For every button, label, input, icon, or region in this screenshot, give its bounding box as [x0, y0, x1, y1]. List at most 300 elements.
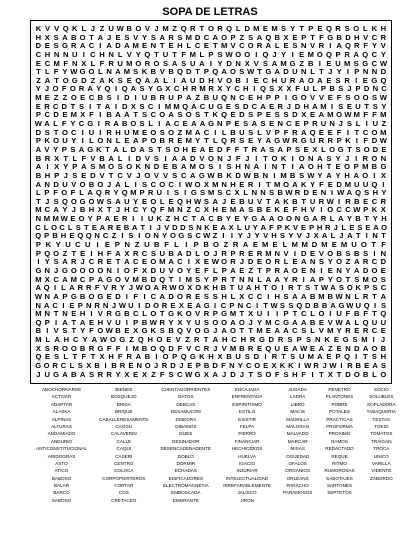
grid-letter[interactable]: U: [354, 179, 360, 189]
grid-letter[interactable]: Y: [195, 136, 201, 146]
grid-letter[interactable]: E: [230, 196, 236, 206]
grid-letter[interactable]: S: [53, 196, 59, 206]
grid-letter[interactable]: O: [247, 41, 254, 51]
grid-letter[interactable]: C: [150, 110, 157, 120]
grid-letter[interactable]: G: [35, 360, 42, 370]
grid-letter[interactable]: A: [326, 170, 332, 180]
grid-letter[interactable]: V: [310, 205, 316, 215]
grid-letter[interactable]: P: [336, 136, 342, 146]
grid-letter[interactable]: Z: [99, 24, 105, 33]
grid-letter[interactable]: T: [310, 32, 315, 42]
grid-letter[interactable]: B: [115, 326, 121, 336]
grid-letter[interactable]: Y: [70, 119, 76, 129]
grid-letter[interactable]: L: [321, 144, 326, 154]
grid-letter[interactable]: M: [353, 110, 360, 120]
grid-letter[interactable]: O: [79, 179, 86, 189]
grid-letter[interactable]: A: [44, 119, 50, 129]
grid-letter[interactable]: S: [335, 75, 341, 85]
grid-letter[interactable]: Q: [35, 317, 42, 327]
grid-letter[interactable]: T: [319, 67, 324, 77]
grid-letter[interactable]: A: [108, 153, 114, 163]
grid-letter[interactable]: I: [264, 162, 267, 172]
grid-letter[interactable]: M: [123, 67, 131, 77]
grid-letter[interactable]: G: [337, 144, 344, 154]
grid-letter[interactable]: U: [380, 317, 387, 327]
grid-letter[interactable]: O: [316, 49, 323, 59]
grid-letter[interactable]: G: [141, 326, 148, 336]
grid-letter[interactable]: X: [124, 248, 130, 258]
grid-letter[interactable]: T: [154, 49, 159, 59]
grid-letter[interactable]: E: [208, 144, 214, 154]
grid-letter[interactable]: E: [239, 179, 245, 189]
grid-letter[interactable]: U: [336, 309, 342, 319]
grid-letter[interactable]: E: [265, 110, 271, 120]
grid-letter[interactable]: T: [53, 127, 59, 137]
grid-letter[interactable]: E: [349, 222, 355, 232]
grid-letter[interactable]: K: [141, 67, 148, 77]
grid-letter[interactable]: W: [307, 170, 315, 180]
grid-letter[interactable]: L: [354, 291, 360, 301]
grid-letter[interactable]: R: [256, 41, 263, 51]
grid-letter[interactable]: A: [130, 84, 137, 94]
grid-letter[interactable]: E: [142, 196, 148, 206]
grid-letter[interactable]: N: [229, 360, 235, 370]
grid-letter[interactable]: T: [133, 110, 139, 120]
grid-letter[interactable]: P: [286, 144, 292, 154]
grid-letter[interactable]: M: [253, 24, 260, 33]
grid-letter[interactable]: Y: [133, 196, 139, 206]
grid-letter[interactable]: M: [35, 274, 42, 284]
grid-letter[interactable]: I: [209, 58, 212, 68]
grid-letter[interactable]: I: [55, 317, 58, 327]
grid-letter[interactable]: X: [142, 369, 148, 379]
grid-letter[interactable]: C: [150, 179, 157, 189]
grid-letter[interactable]: Q: [260, 84, 266, 94]
grid-letter[interactable]: P: [208, 49, 214, 59]
grid-letter[interactable]: T: [70, 101, 76, 111]
grid-letter[interactable]: R: [97, 257, 104, 267]
grid-letter[interactable]: X: [234, 188, 240, 198]
grid-letter[interactable]: Q: [380, 309, 387, 319]
grid-letter[interactable]: S: [142, 110, 148, 120]
grid-letter[interactable]: B: [94, 360, 100, 370]
grid-letter[interactable]: G: [53, 369, 60, 379]
grid-letter[interactable]: W: [100, 335, 108, 345]
grid-letter[interactable]: O: [176, 265, 183, 275]
grid-letter[interactable]: J: [239, 369, 244, 379]
grid-letter[interactable]: V: [175, 335, 181, 345]
grid-letter[interactable]: N: [35, 300, 41, 310]
grid-letter[interactable]: U: [371, 317, 378, 327]
grid-letter[interactable]: D: [247, 257, 254, 267]
grid-letter[interactable]: V: [230, 41, 236, 51]
grid-letter[interactable]: Y: [148, 84, 154, 94]
grid-letter[interactable]: M: [340, 240, 348, 250]
grid-letter[interactable]: Z: [62, 93, 68, 103]
grid-letter[interactable]: I: [374, 300, 377, 310]
grid-letter[interactable]: A: [317, 153, 323, 163]
grid-letter[interactable]: I: [184, 188, 187, 198]
grid-letter[interactable]: J: [222, 369, 227, 379]
grid-letter[interactable]: I: [158, 101, 161, 111]
grid-letter[interactable]: S: [299, 170, 305, 180]
grid-letter[interactable]: I: [134, 93, 137, 103]
grid-letter[interactable]: A: [91, 335, 98, 345]
grid-letter[interactable]: J: [179, 360, 184, 370]
grid-letter[interactable]: U: [44, 369, 50, 379]
grid-letter[interactable]: Q: [61, 196, 68, 206]
grid-letter[interactable]: A: [168, 257, 174, 267]
grid-letter[interactable]: H: [208, 352, 214, 362]
grid-letter[interactable]: E: [225, 101, 231, 111]
grid-letter[interactable]: V: [199, 153, 205, 163]
grid-letter[interactable]: Q: [325, 49, 332, 59]
grid-letter[interactable]: D: [345, 32, 351, 42]
grid-letter[interactable]: O: [221, 317, 228, 327]
grid-letter[interactable]: E: [269, 119, 275, 129]
grid-letter[interactable]: M: [262, 240, 269, 250]
grid-letter[interactable]: A: [283, 265, 289, 275]
grid-letter[interactable]: J: [213, 248, 218, 258]
grid-letter[interactable]: I: [365, 231, 368, 241]
grid-letter[interactable]: V: [159, 67, 165, 77]
grid-letter[interactable]: M: [126, 58, 133, 68]
grid-letter[interactable]: H: [79, 309, 86, 319]
grid-letter[interactable]: A: [62, 257, 68, 267]
grid-letter[interactable]: T: [281, 352, 286, 362]
grid-letter[interactable]: O: [53, 136, 60, 146]
grid-letter[interactable]: G: [203, 326, 210, 336]
grid-letter[interactable]: O: [371, 343, 378, 353]
grid-letter[interactable]: S: [344, 24, 350, 33]
grid-letter[interactable]: D: [283, 67, 289, 77]
grid-letter[interactable]: Q: [355, 188, 361, 198]
grid-letter[interactable]: A: [115, 196, 121, 206]
grid-letter[interactable]: S: [279, 231, 285, 241]
grid-letter[interactable]: A: [44, 75, 51, 85]
grid-letter[interactable]: E: [44, 41, 50, 51]
grid-letter[interactable]: Q: [77, 231, 84, 241]
grid-letter[interactable]: R: [106, 309, 112, 319]
grid-letter[interactable]: Y: [327, 274, 333, 284]
grid-letter[interactable]: U: [194, 317, 201, 327]
grid-letter[interactable]: J: [226, 153, 232, 163]
grid-letter[interactable]: R: [318, 196, 325, 206]
grid-letter[interactable]: W: [60, 214, 68, 224]
grid-letter[interactable]: F: [177, 343, 183, 353]
grid-letter[interactable]: D: [53, 179, 59, 189]
grid-letter[interactable]: D: [380, 67, 387, 77]
grid-letter[interactable]: I: [258, 179, 261, 189]
grid-letter[interactable]: S: [372, 101, 378, 111]
grid-letter[interactable]: L: [221, 127, 227, 137]
grid-letter[interactable]: W: [70, 67, 78, 77]
grid-letter[interactable]: O: [97, 179, 104, 189]
grid-letter[interactable]: F: [53, 188, 58, 198]
grid-letter[interactable]: B: [88, 179, 95, 189]
grid-letter[interactable]: A: [79, 369, 86, 379]
grid-letter[interactable]: I: [281, 283, 284, 293]
grid-letter[interactable]: T: [230, 274, 236, 284]
grid-letter[interactable]: V: [265, 127, 271, 137]
grid-letter[interactable]: L: [257, 274, 262, 284]
grid-letter[interactable]: H: [271, 231, 277, 241]
grid-letter[interactable]: X: [239, 291, 245, 301]
grid-letter[interactable]: V: [217, 75, 223, 85]
grid-letter[interactable]: A: [274, 196, 280, 206]
grid-letter[interactable]: K: [150, 326, 157, 336]
grid-letter[interactable]: L: [61, 283, 66, 293]
grid-letter[interactable]: I: [340, 360, 343, 370]
grid-letter[interactable]: E: [221, 205, 227, 215]
grid-letter[interactable]: S: [281, 24, 287, 33]
grid-letter[interactable]: U: [124, 196, 130, 206]
grid-letter[interactable]: I: [214, 300, 217, 310]
grid-letter[interactable]: S: [212, 291, 218, 301]
grid-letter[interactable]: H: [212, 205, 219, 215]
grid-letter[interactable]: I: [214, 127, 217, 137]
grid-letter[interactable]: F: [53, 67, 59, 77]
grid-letter[interactable]: A: [115, 179, 121, 189]
grid-letter[interactable]: M: [380, 110, 387, 120]
grid-letter[interactable]: E: [115, 32, 121, 42]
grid-letter[interactable]: H: [35, 32, 42, 42]
grid-letter[interactable]: G: [221, 309, 228, 319]
grid-letter[interactable]: N: [336, 265, 342, 275]
grid-letter[interactable]: Q: [62, 24, 69, 33]
grid-letter[interactable]: L: [236, 222, 242, 232]
grid-letter[interactable]: G: [216, 101, 223, 111]
grid-letter[interactable]: V: [186, 343, 192, 353]
grid-letter[interactable]: O: [97, 136, 104, 146]
grid-letter[interactable]: Q: [150, 205, 157, 215]
grid-letter[interactable]: V: [163, 170, 169, 180]
grid-letter[interactable]: S: [88, 369, 95, 379]
grid-letter[interactable]: L: [199, 49, 205, 59]
grid-letter[interactable]: J: [248, 317, 253, 327]
grid-letter[interactable]: S: [262, 58, 268, 68]
grid-letter[interactable]: E: [195, 265, 201, 275]
grid-letter[interactable]: N: [277, 119, 283, 129]
grid-letter[interactable]: N: [251, 188, 258, 198]
grid-letter[interactable]: N: [320, 188, 327, 198]
grid-letter[interactable]: I: [62, 300, 65, 310]
grid-letter[interactable]: E: [327, 127, 333, 137]
grid-letter[interactable]: Z: [177, 127, 183, 137]
grid-letter[interactable]: A: [271, 58, 278, 68]
grid-letter[interactable]: R: [354, 41, 360, 51]
grid-letter[interactable]: Y: [225, 214, 231, 224]
grid-letter[interactable]: C: [199, 101, 206, 111]
grid-letter[interactable]: O: [170, 231, 176, 241]
grid-letter[interactable]: B: [336, 248, 342, 258]
grid-letter[interactable]: F: [94, 283, 100, 293]
grid-letter[interactable]: R: [186, 291, 192, 301]
grid-letter[interactable]: G: [35, 265, 42, 275]
grid-letter[interactable]: K: [324, 335, 330, 345]
grid-letter[interactable]: O: [230, 67, 236, 77]
grid-letter[interactable]: S: [54, 352, 60, 362]
grid-letter[interactable]: D: [168, 291, 174, 301]
grid-letter[interactable]: K: [274, 205, 280, 215]
grid-letter[interactable]: T: [248, 326, 253, 336]
grid-letter[interactable]: Y: [115, 369, 121, 379]
grid-letter[interactable]: R: [289, 75, 296, 85]
grid-letter[interactable]: S: [195, 274, 201, 284]
grid-letter[interactable]: M: [189, 162, 196, 172]
grid-letter[interactable]: N: [106, 67, 112, 77]
grid-letter[interactable]: X: [187, 283, 193, 293]
grid-letter[interactable]: S: [148, 144, 154, 154]
grid-letter[interactable]: E: [362, 75, 368, 85]
grid-letter[interactable]: D: [294, 101, 301, 111]
grid-letter[interactable]: N: [380, 248, 387, 258]
grid-letter[interactable]: Y: [256, 317, 263, 327]
grid-letter[interactable]: R: [161, 300, 168, 310]
grid-letter[interactable]: S: [274, 110, 280, 120]
grid-letter[interactable]: F: [89, 326, 94, 336]
grid-letter[interactable]: O: [88, 196, 95, 206]
grid-letter[interactable]: O: [336, 257, 343, 267]
grid-letter[interactable]: C: [336, 205, 342, 215]
grid-letter[interactable]: B: [71, 369, 77, 379]
grid-letter[interactable]: H: [88, 205, 95, 215]
grid-letter[interactable]: R: [77, 283, 84, 293]
grid-letter[interactable]: I: [291, 49, 294, 59]
grid-letter[interactable]: O: [115, 274, 121, 284]
grid-letter[interactable]: E: [265, 205, 271, 215]
grid-letter[interactable]: X: [178, 300, 184, 310]
grid-letter[interactable]: D: [242, 101, 249, 111]
grid-letter[interactable]: W: [304, 360, 312, 370]
grid-letter[interactable]: Z: [111, 231, 117, 241]
grid-letter[interactable]: U: [309, 196, 316, 206]
grid-letter[interactable]: R: [345, 326, 351, 336]
grid-letter[interactable]: N: [102, 300, 109, 310]
grid-letter[interactable]: Z: [212, 231, 218, 241]
grid-letter[interactable]: S: [188, 222, 194, 232]
grid-letter[interactable]: R: [344, 49, 350, 59]
grid-letter[interactable]: A: [239, 205, 245, 215]
grid-letter[interactable]: P: [256, 110, 263, 120]
grid-letter[interactable]: C: [251, 101, 258, 111]
grid-letter[interactable]: A: [97, 32, 104, 42]
grid-letter[interactable]: L: [79, 188, 84, 198]
grid-letter[interactable]: F: [61, 84, 67, 94]
grid-letter[interactable]: E: [331, 240, 337, 250]
grid-letter[interactable]: F: [301, 369, 307, 379]
grid-letter[interactable]: Y: [62, 205, 68, 215]
grid-letter[interactable]: V: [318, 248, 324, 258]
grid-letter[interactable]: Q: [221, 110, 228, 120]
grid-letter[interactable]: Y: [281, 49, 287, 59]
grid-letter[interactable]: V: [292, 222, 299, 232]
grid-letter[interactable]: O: [109, 335, 116, 345]
grid-letter[interactable]: B: [239, 343, 245, 353]
grid-letter[interactable]: V: [164, 222, 170, 232]
grid-letter[interactable]: V: [103, 283, 109, 293]
grid-letter[interactable]: A: [298, 162, 305, 172]
grid-letter[interactable]: B: [309, 291, 316, 301]
grid-letter[interactable]: B: [71, 32, 77, 42]
grid-letter[interactable]: R: [104, 188, 111, 198]
grid-letter[interactable]: T: [191, 214, 197, 224]
grid-letter[interactable]: J: [380, 335, 386, 345]
grid-letter[interactable]: M: [98, 162, 106, 172]
grid-letter[interactable]: E: [262, 24, 268, 33]
grid-letter[interactable]: O: [381, 222, 387, 232]
grid-letter[interactable]: Y: [237, 231, 243, 241]
grid-letter[interactable]: S: [345, 93, 351, 103]
grid-letter[interactable]: T: [106, 205, 112, 215]
grid-letter[interactable]: J: [239, 257, 244, 267]
grid-letter[interactable]: P: [72, 162, 78, 172]
grid-letter[interactable]: A: [124, 110, 130, 120]
grid-letter[interactable]: A: [317, 75, 323, 85]
grid-letter[interactable]: C: [371, 58, 378, 68]
grid-letter[interactable]: Q: [344, 352, 351, 362]
grid-letter[interactable]: B: [355, 360, 361, 370]
grid-letter[interactable]: S: [142, 179, 148, 189]
grid-letter[interactable]: E: [168, 41, 174, 51]
grid-letter[interactable]: J: [44, 84, 50, 94]
grid-letter[interactable]: W: [225, 49, 233, 59]
grid-letter[interactable]: S: [150, 32, 156, 42]
grid-letter[interactable]: E: [317, 24, 323, 33]
grid-letter[interactable]: C: [194, 205, 201, 215]
grid-letter[interactable]: R: [292, 274, 298, 284]
grid-letter[interactable]: Y: [345, 265, 351, 275]
grid-letter[interactable]: B: [235, 75, 241, 85]
grid-letter[interactable]: D: [345, 369, 351, 379]
grid-letter[interactable]: U: [244, 222, 250, 232]
grid-letter[interactable]: S: [283, 369, 289, 379]
grid-letter[interactable]: J: [333, 222, 338, 232]
grid-letter[interactable]: E: [256, 343, 263, 353]
grid-letter[interactable]: N: [372, 231, 378, 241]
grid-letter[interactable]: I: [46, 326, 49, 336]
grid-letter[interactable]: T: [159, 41, 165, 51]
grid-letter[interactable]: B: [327, 291, 333, 301]
grid-letter[interactable]: S: [62, 326, 68, 336]
grid-letter[interactable]: P: [265, 265, 271, 275]
grid-letter[interactable]: M: [362, 274, 369, 284]
grid-letter[interactable]: M: [344, 179, 352, 189]
grid-letter[interactable]: R: [271, 352, 278, 362]
grid-letter[interactable]: V: [327, 317, 333, 327]
grid-letter[interactable]: H: [235, 162, 241, 172]
grid-letter[interactable]: O: [195, 283, 202, 293]
grid-letter[interactable]: L: [362, 24, 368, 33]
grid-letter[interactable]: U: [85, 240, 91, 250]
grid-letter[interactable]: J: [71, 205, 76, 215]
grid-letter[interactable]: C: [75, 240, 81, 250]
grid-letter[interactable]: A: [53, 291, 59, 301]
grid-letter[interactable]: O: [70, 196, 77, 206]
grid-letter[interactable]: C: [88, 93, 95, 103]
grid-letter[interactable]: A: [318, 343, 325, 353]
grid-letter[interactable]: P: [225, 119, 231, 129]
grid-letter[interactable]: F: [70, 188, 76, 198]
grid-letter[interactable]: O: [176, 291, 183, 301]
grid-letter[interactable]: C: [231, 335, 237, 345]
grid-letter[interactable]: E: [44, 93, 50, 103]
grid-letter[interactable]: Z: [90, 75, 96, 85]
grid-letter[interactable]: U: [208, 101, 214, 111]
grid-letter[interactable]: N: [108, 49, 114, 59]
grid-letter[interactable]: Y: [327, 257, 333, 267]
grid-letter[interactable]: I: [298, 360, 301, 370]
